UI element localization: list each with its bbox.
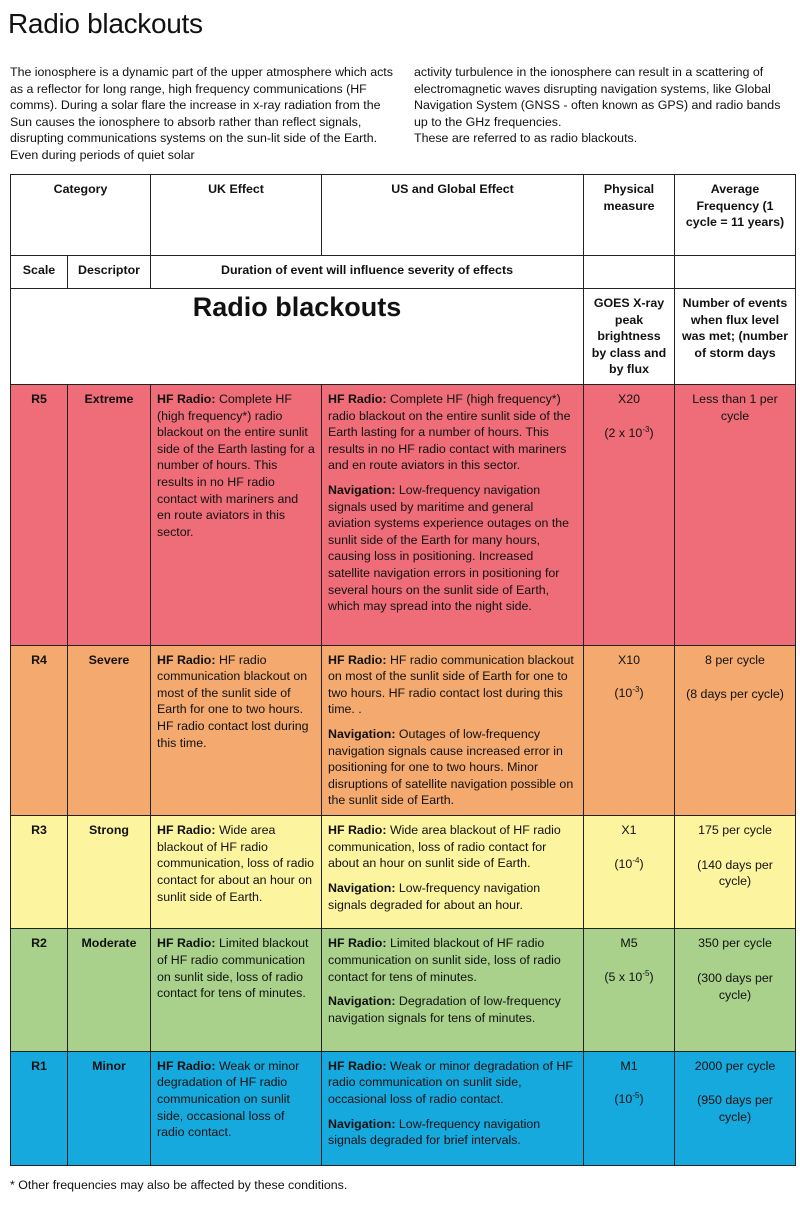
flux-base: (10 [614, 856, 633, 871]
header-empty-2 [675, 256, 796, 289]
events-per-cycle: 175 per cycle [698, 823, 772, 838]
scale-descriptor: Moderate [68, 929, 151, 1051]
events-per-cycle: Less than 1 per cycle [692, 391, 778, 423]
flux-exponent: -4 [632, 855, 640, 865]
scale-level: R4 [11, 645, 68, 816]
uk-hf-radio-label: HF Radio: [157, 936, 216, 951]
flux-end: ) [639, 1092, 644, 1107]
us-navigation-label: Navigation: [328, 726, 396, 741]
header-descriptor: Descriptor [68, 256, 151, 289]
us-hf-radio-paragraph [328, 822, 577, 872]
us-global-effect-cell [322, 1051, 584, 1165]
storm-days-per-cycle: (8 days per cycle) [686, 687, 784, 702]
flux-base: (5 x 10 [604, 970, 643, 985]
us-navigation-paragraph [328, 880, 577, 913]
us-hf-radio-label: HF Radio: [328, 823, 387, 838]
footnote: * Other frequencies may also be affected by these conditions. [10, 1178, 348, 1192]
section-title-cell [11, 289, 584, 385]
uk-effect-cell [151, 645, 322, 816]
scale-row-r5 [11, 384, 796, 645]
header-average-frequency: Average Frequency (1 cycle = 11 years) [675, 175, 796, 256]
uk-effect-cell [151, 816, 322, 929]
flux-value [590, 966, 668, 986]
us-navigation-paragraph [328, 482, 577, 615]
section-title: Radio blackouts [192, 292, 402, 322]
physical-measure-cell [584, 929, 675, 1051]
storm-days-per-cycle: (300 days per cycle) [697, 971, 773, 1002]
uk-hf-radio-text: Wide area blackout of HF radio communication, loss of radio contact for about an hour on sunlit side of Earth. [157, 823, 315, 904]
flux-value [590, 853, 668, 873]
scale-row-r4 [11, 645, 796, 816]
flux-exponent: -5 [642, 969, 650, 979]
us-navigation-text: Outages of low-frequency navigation signals cause increased error in positioning for one to two hours. Minor disruptions of satellite navigation possible on the sunlit side of Earth. [328, 726, 574, 808]
uk-hf-radio-label: HF Radio: [157, 1058, 216, 1073]
scale-level: R1 [11, 1051, 68, 1165]
us-global-effect-cell [322, 816, 584, 929]
physical-measure-cell [584, 384, 675, 645]
uk-hf-radio-label: HF Radio: [157, 652, 216, 667]
physical-measure-cell [584, 645, 675, 816]
storm-days-per-cycle: (140 days per cycle) [697, 857, 773, 889]
scale-row-r3 [11, 816, 796, 929]
header-us-global-effect: US and Global Effect [322, 175, 584, 256]
us-navigation-label: Navigation: [328, 482, 396, 497]
uk-effect-cell [151, 384, 322, 645]
scale-rows [11, 384, 796, 1165]
us-navigation-label: Navigation: [328, 881, 396, 896]
events-per-cycle: 2000 per cycle [694, 1058, 776, 1073]
radio-blackout-scale-table [10, 174, 796, 1166]
us-hf-radio-paragraph [328, 652, 577, 718]
flux-end: ) [649, 425, 654, 440]
scale-row-r1 [11, 1051, 796, 1165]
us-global-effect-cell [322, 929, 584, 1051]
goes-class: X20 [617, 391, 641, 406]
uk-hf-radio-label: HF Radio: [157, 823, 216, 838]
frequency-cell [675, 384, 796, 645]
us-hf-radio-text: Wide area blackout of HF radio communication, loss of radio contact for about an hour on sunlit side of Earth. [328, 823, 561, 871]
uk-hf-radio-text: Weak or minor degradation of HF radio communication on sunlit side, occasional loss of radio contact. [157, 1058, 300, 1140]
header-goes-measure: GOES X-ray peak brightness by class and by flux [584, 289, 675, 385]
events-per-cycle: 8 per cycle [705, 652, 765, 667]
intro-column-2-conclusion: These are referred to as radio blackouts. [414, 131, 638, 146]
flux-exponent: -3 [632, 685, 640, 695]
uk-hf-radio-label: HF Radio: [157, 391, 216, 406]
scale-level: R3 [11, 816, 68, 929]
flux-value [590, 422, 668, 442]
scale-descriptor: Extreme [68, 384, 151, 645]
us-hf-radio-label: HF Radio: [328, 391, 387, 406]
intro-column-1: The ionosphere is a dynamic part of the upper atmosphere which acts as a reflector for long range, high frequency communications (HF comms). During a solar flare the increase in x-ray radiation from the Sun causes the ionosphere to absorb rather than reflect signals, disrupting communications systems on the sun-lit side of the Earth. Even during periods of quiet solar [10, 65, 393, 162]
uk-hf-radio-text: HF radio communication blackout on most of the sunlit side of Earth for one to two hours. HF radio contact lost during this time. [157, 652, 309, 750]
header-number-of-events: Number of events when flux level was met; (number of storm days [675, 289, 796, 385]
flux-end: ) [639, 856, 644, 871]
header-empty-1 [584, 256, 675, 289]
us-hf-radio-paragraph [328, 391, 577, 474]
goes-class: M5 [620, 936, 638, 951]
us-navigation-text: Low-frequency navigation signals used by maritime and general aviation systems experience outages on the sunlit side of the Earth for many hours, causing loss in positioning. Increased satellite navigation errors in positioning for several hours on the sunlit side of Earth, which may spread into the night side. [328, 482, 570, 614]
uk-effect-cell [151, 929, 322, 1051]
us-navigation-text: Low-frequency navigation signals degraded for brief intervals. [328, 1116, 541, 1148]
scale-level: R2 [11, 929, 68, 1051]
us-navigation-paragraph [328, 1116, 577, 1149]
us-hf-radio-label: HF Radio: [328, 936, 387, 951]
goes-class: X1 [621, 823, 637, 838]
scale-descriptor: Severe [68, 645, 151, 816]
storm-days-per-cycle: (950 days per cycle) [697, 1093, 773, 1124]
goes-class: M1 [620, 1058, 638, 1073]
frequency-cell [675, 645, 796, 816]
uk-effect-cell [151, 1051, 322, 1165]
us-hf-radio-paragraph [328, 935, 577, 985]
us-hf-radio-text: HF radio communication blackout on most of the sunlit side of Earth for one to two hours. HF radio contact lost during this time. . [328, 652, 574, 717]
scale-row-r2 [11, 929, 796, 1051]
us-hf-radio-label: HF Radio: [328, 1058, 387, 1073]
events-per-cycle: 350 per cycle [698, 936, 772, 951]
flux-exponent: -3 [642, 424, 650, 434]
flux-end: ) [639, 686, 644, 701]
us-global-effect-cell [322, 645, 584, 816]
uk-hf-radio-text: Limited blackout of HF radio communication on sunlit side, loss of radio contact for tens of minutes. [157, 936, 309, 1001]
intro-column-2-text: activity turbulence in the ionosphere can result in a scattering of electromagnetic waves disrupting navigation systems, like Global Navigation System (GNSS - often known as GPS) and radio bands up to the GHz frequencies. [414, 65, 781, 129]
uk-hf-radio-text: Complete HF (high frequency*) radio blackout on the entire sunlit side of the Earth lasting for a number of hours. This results in no HF radio contact with mariners and en route aviators in this sector. [157, 391, 315, 539]
frequency-cell [675, 1051, 796, 1165]
physical-measure-cell [584, 1051, 675, 1165]
flux-base: (10 [614, 686, 633, 701]
goes-class: X10 [617, 652, 641, 667]
us-hf-radio-label: HF Radio: [328, 652, 387, 667]
flux-value [590, 1088, 668, 1108]
us-navigation-paragraph [328, 993, 577, 1026]
us-hf-radio-paragraph [328, 1058, 577, 1108]
physical-measure-cell [584, 816, 675, 929]
flux-exponent: -5 [632, 1091, 640, 1101]
frequency-cell [675, 929, 796, 1051]
scale-level: R5 [11, 384, 68, 645]
header-uk-effect: UK Effect [151, 175, 322, 256]
us-navigation-paragraph [328, 726, 577, 809]
scale-descriptor: Minor [68, 1051, 151, 1165]
header-scale: Scale [11, 256, 68, 289]
flux-value [590, 682, 668, 702]
flux-base: (2 x 10 [604, 425, 643, 440]
intro-column-2 [414, 64, 796, 164]
header-category: Category [11, 175, 151, 256]
page-title: Radio blackouts [8, 8, 203, 39]
us-hf-radio-text: Weak or minor degradation of HF radio communication on sunlit side, occasional loss of radio contact. [328, 1058, 573, 1106]
us-navigation-text: Low-frequency navigation signals degraded for about an hour. [328, 881, 541, 912]
us-navigation-label: Navigation: [328, 1116, 396, 1131]
us-hf-radio-text: Complete HF (high frequency*) radio blackout on the entire sunlit side of the Earth lasting for a number of hours. This results in no HF radio contact with mariners and en route aviators in this sector. [328, 391, 571, 473]
flux-base: (10 [614, 1092, 633, 1107]
header-physical-measure: Physical measure [584, 175, 675, 256]
us-navigation-label: Navigation: [328, 994, 396, 1009]
flux-end: ) [649, 970, 654, 985]
frequency-cell [675, 816, 796, 929]
intro-text [10, 64, 796, 164]
us-hf-radio-text: Limited blackout of HF radio communication on sunlit side, loss of radio contact for tens of minutes. [328, 936, 561, 984]
us-global-effect-cell [322, 384, 584, 645]
scale-descriptor: Strong [68, 816, 151, 929]
us-navigation-text: Degradation of low-frequency navigation signals for tens of minutes. [328, 994, 561, 1025]
header-duration-note: Duration of event will influence severity of effects [151, 256, 584, 289]
